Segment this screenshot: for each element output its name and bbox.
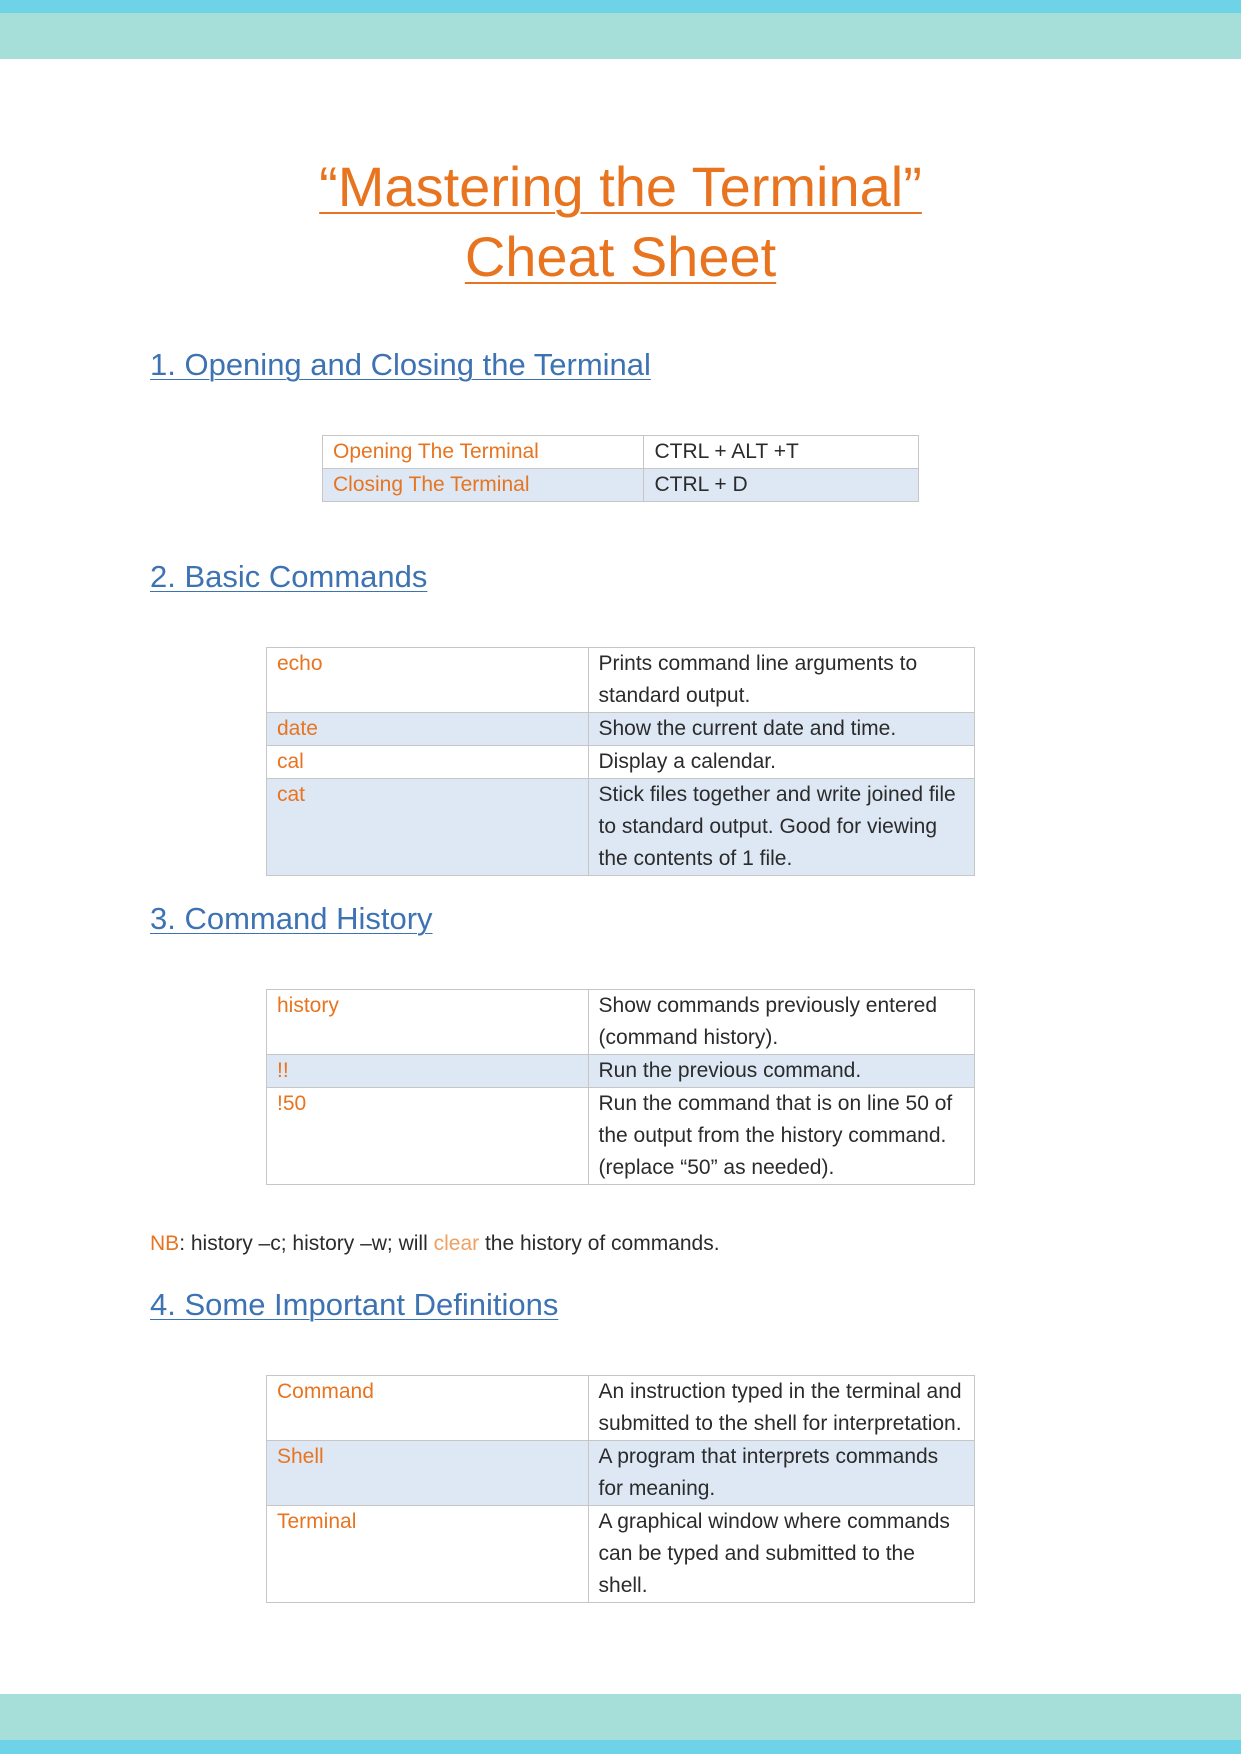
term-definition: A graphical window where commands can be typed and submitted to the shell. <box>588 1506 974 1603</box>
command-description: Show commands previously entered (command history). <box>588 990 974 1055</box>
note-text-after: the history of commands. <box>479 1232 720 1255</box>
table-row <box>267 990 975 1055</box>
term-name: Shell <box>267 1441 589 1506</box>
command-description: Prints command line arguments to standard output. <box>588 648 975 713</box>
command-name: !50 <box>267 1088 589 1185</box>
command-name: cat <box>267 779 589 876</box>
note-colon: : <box>179 1232 186 1255</box>
note-text-before: history –c; history –w; will <box>185 1232 434 1255</box>
table-row <box>267 1088 975 1185</box>
shortcut-table <box>322 435 919 502</box>
command-description: Display a calendar. <box>588 746 975 779</box>
command-name: cal <box>267 746 589 779</box>
command-name: echo <box>267 648 589 713</box>
history-note <box>150 1228 720 1260</box>
top-band <box>0 13 1241 59</box>
note-highlight: clear <box>433 1232 480 1255</box>
bottom-band <box>0 1694 1241 1740</box>
bottom-accent-line <box>0 1740 1241 1754</box>
command-description: Show the current date and time. <box>588 713 975 746</box>
table-row <box>267 779 975 876</box>
command-description: Run the command that is on line 50 of the output from the history command. (replace “50” as needed). <box>588 1088 974 1185</box>
term-name: Terminal <box>267 1506 589 1603</box>
shortcut-keys: CTRL + ALT +T <box>644 436 919 469</box>
term-name: Command <box>267 1376 589 1441</box>
table-row <box>267 713 975 746</box>
command-name: history <box>267 990 589 1055</box>
history-table <box>266 989 975 1185</box>
table-row <box>267 1441 975 1506</box>
table-row <box>267 1376 975 1441</box>
command-name: date <box>267 713 589 746</box>
command-description: Run the previous command. <box>588 1055 974 1088</box>
shortcut-keys: CTRL + D <box>644 469 919 502</box>
page-title <box>0 152 1241 292</box>
section-heading-definitions: 4. Some Important Definitions <box>150 1287 559 1322</box>
shortcut-name: Closing The Terminal <box>323 469 644 502</box>
table-row <box>267 648 975 713</box>
command-description: Stick files together and write joined file to standard output. Good for viewing the contents of 1 file. <box>588 779 975 876</box>
top-accent-line <box>0 0 1241 13</box>
note-label: NB <box>150 1232 180 1255</box>
table-row <box>267 1506 975 1603</box>
shortcut-name: Opening The Terminal <box>323 436 644 469</box>
term-definition: A program that interprets commands for meaning. <box>588 1441 974 1506</box>
table-row <box>323 436 919 469</box>
table-row <box>267 1055 975 1088</box>
command-name: !! <box>267 1055 589 1088</box>
table-row <box>323 469 919 502</box>
page-title-line2: Cheat Sheet <box>464 225 777 288</box>
table-row <box>267 746 975 779</box>
definitions-table <box>266 1375 975 1603</box>
section-heading-opening-closing: 1. Opening and Closing the Terminal <box>150 347 651 382</box>
section-heading-basic-commands: 2. Basic Commands <box>150 559 428 594</box>
basic-commands-table <box>266 647 975 876</box>
term-definition: An instruction typed in the terminal and submitted to the shell for interpretation. <box>588 1376 974 1441</box>
page-title-line1: “Mastering the Terminal” <box>319 155 922 218</box>
section-heading-command-history: 3. Command History <box>150 901 433 936</box>
